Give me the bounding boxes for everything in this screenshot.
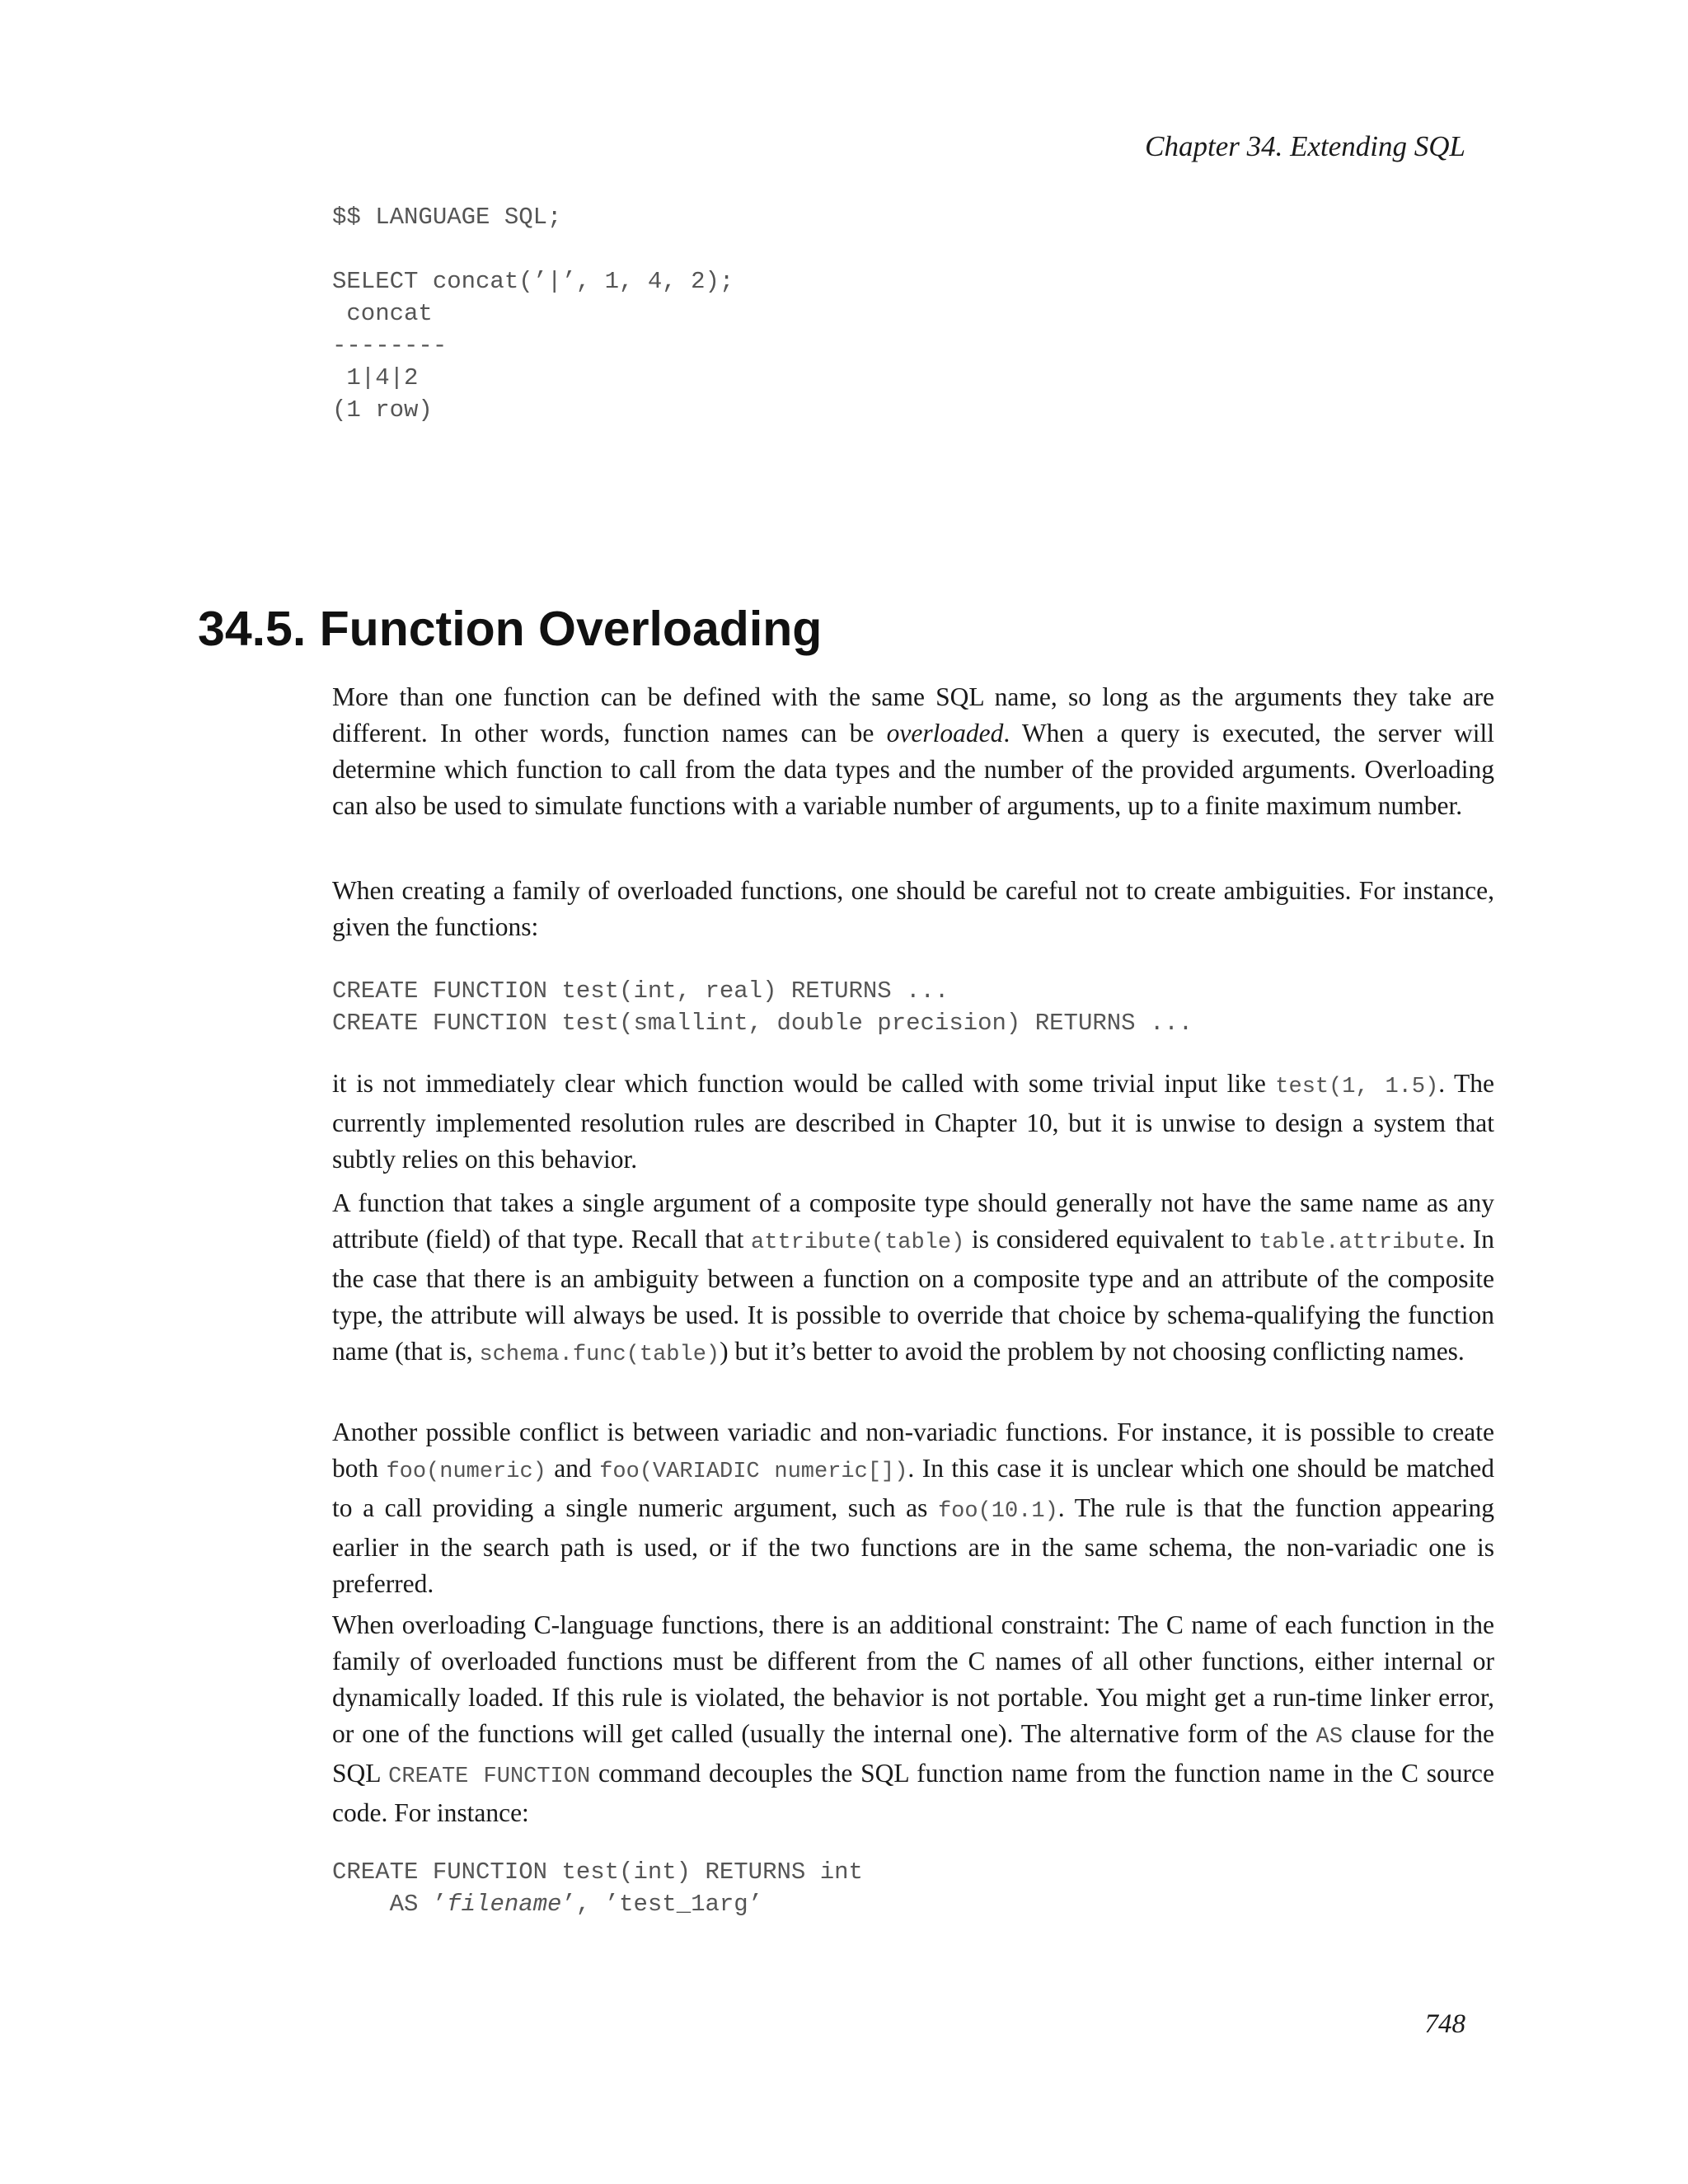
code-block-concat-example [332,201,734,426]
code-line: -------- [332,332,448,359]
code-placeholder: filename [447,1891,562,1918]
section-title: 34.5. Function Overloading [198,602,823,656]
paragraph-resolution-rules [332,1066,1494,1178]
inline-code: foo(numeric) [386,1460,546,1484]
running-header: Chapter 34. Extending SQL [1145,130,1465,162]
code-line [332,233,734,265]
code-line: (1 row) [332,396,433,424]
text-run: ) but it’s better to avoid the problem by not choosing conflicting names. [720,1337,1465,1366]
code-line: CREATE FUNCTION test(int, real) RETURNS ... [332,977,950,1005]
inline-code: attribute(table) [751,1230,965,1255]
text-run: A function that takes a single argument of a composite type should generally not have the same name as any attribute (field) of that type. Recall that [332,1188,1494,1254]
text-run: clause for the SQL [332,1719,1494,1788]
text-run: . In this case it is unclear which one should be matched to a call providing a single numeric argument, such as [332,1454,1494,1522]
text-run: is considered equivalent to [964,1225,1259,1254]
text-run: . When a query is executed, the server will determine which function to call from the data types and the number of the provided arguments. Overloading can also be used to simulate functions with a variable number of arguments, up to a finite maximum number. [332,719,1494,820]
paragraph-composite-type [332,1185,1494,1373]
code-text: AS ’ [332,1891,448,1918]
text-run: it is not immediately clear which function would be called with some trivial input like [332,1069,1276,1098]
code-line: concat [332,300,433,327]
code-line [332,1888,863,1920]
text-run: . In the case that there is an ambiguity between a function on a composite type and an attribute of the composite type, the attribute will always be used. It is possible to override that choice by schema-qualifying the function name (that is, [332,1225,1495,1366]
code-block-c-function-example [332,1856,863,1920]
text-run: Another possible conflict is between variadic and non-variadic functions. For instance, it is possible to create both [332,1418,1494,1483]
paragraph-ambiguity-warning: When creating a family of overloaded functions, one should be careful not to create ambiguities. For instance, given the functions: [332,876,1494,941]
code-line: CREATE FUNCTION test(int) RETURNS int [332,1858,863,1886]
code-block-test-functions [332,975,1193,1039]
inline-code: schema.func(table) [479,1343,720,1367]
text-run: . The rule is that the function appearing earlier in the search path is used, or if the two functions are in the same schema, the non-variadic one is preferred. [332,1493,1494,1598]
inline-code: test(1, 1.5) [1275,1075,1439,1099]
paragraph-variadic-conflict [332,1414,1494,1602]
code-line: 1|4|2 [332,364,419,391]
emphasis-term: overloaded [886,719,1004,748]
inline-code: foo(VARIADIC numeric[]) [599,1460,908,1484]
page-number: 748 [1424,2009,1465,2039]
code-line: $$ LANGUAGE SQL; [332,204,562,231]
inline-code: AS [1315,1725,1343,1750]
paragraph-c-language-functions [332,1607,1494,1831]
text-run: When overloading C-language functions, there is an additional constraint: The C name of each function in the family of overloaded functions must be different from the C names of all other functions, either internal or dynamically loaded. If this rule is violated, the behavior is not portable. You might get a run-time linker error, or one of the functions will get called (usually the internal one). The alternative form of the [332,1610,1494,1748]
text-run: command decouples the SQL function name from the function name in the C source code. For instance: [332,1759,1494,1827]
text-run: . The currently implemented resolution rules are described in Chapter 10, but it is unwise to design a system that subtly relies on this behavior. [332,1069,1495,1174]
code-line: SELECT concat(’|’, 1, 4, 2); [332,268,734,295]
code-line: CREATE FUNCTION test(smallint, double precision) RETURNS ... [332,1010,1193,1037]
text-run: and [546,1454,600,1483]
inline-code: foo(10.1) [937,1499,1058,1524]
inline-code: table.attribute [1259,1230,1460,1255]
text-run: More than one function can be defined with the same SQL name, so long as the arguments they take are different. In other words, function names can be [332,682,1494,748]
inline-code: CREATE FUNCTION [388,1765,591,1789]
paragraph-overloading-intro [332,679,1494,824]
code-text: ’, ’test_1arg’ [561,1891,763,1918]
